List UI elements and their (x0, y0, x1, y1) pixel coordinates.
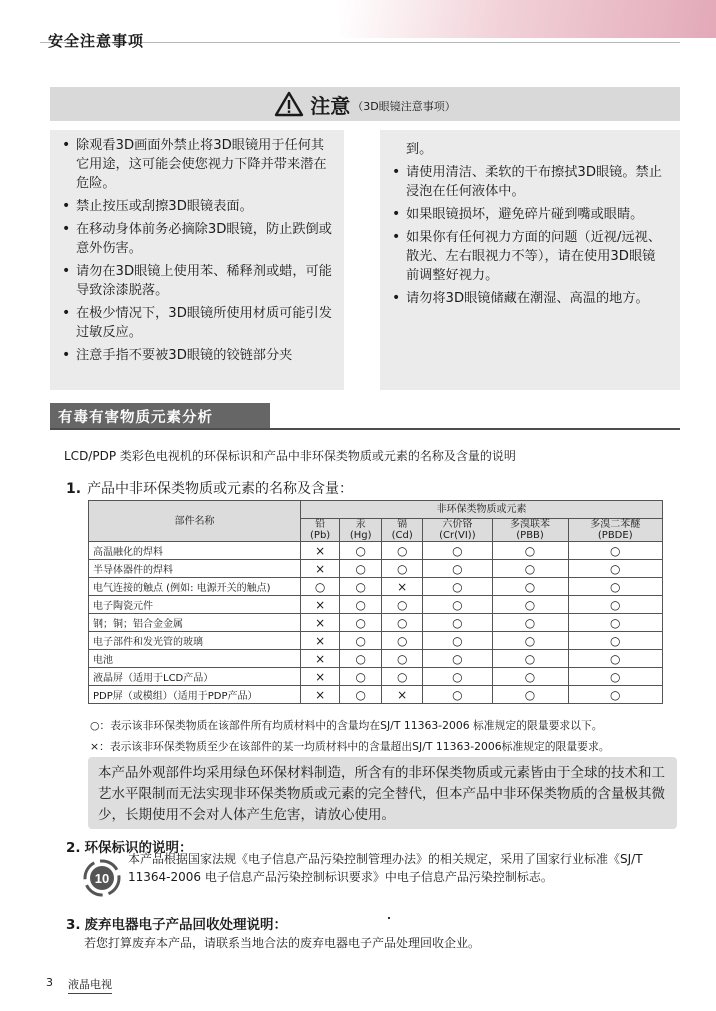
caution-item: • 如果眼镜损坏，避免碎片碰到嘴或眼睛。 (390, 205, 668, 224)
eco-label-number: 10 (94, 871, 110, 886)
caution-item: • 在移动身体前务必摘除3D眼镜，防止跌倒或意外伤害。 (60, 220, 332, 258)
mark-cell: × (382, 686, 423, 704)
column-header-pbde: 多溴二苯醚 (PBDE) (568, 519, 663, 542)
mark-cell: ○ (423, 596, 492, 614)
mark-cell: ○ (568, 560, 663, 578)
part-name: 电子部件和发光管的玻璃 (89, 632, 301, 650)
mark-cell: ○ (382, 614, 423, 632)
table-row (89, 578, 663, 596)
substance-table (88, 500, 663, 704)
mark-cell: ○ (423, 632, 492, 650)
mark-cell: ○ (492, 650, 568, 668)
mark-cell: ○ (423, 578, 492, 596)
mark-cell: ○ (340, 614, 382, 632)
caution-left-column (50, 130, 344, 390)
part-name: 液晶屏（适用于LCD产品） (89, 668, 301, 686)
caution-title: 注意 (310, 93, 351, 118)
table-row (89, 686, 663, 704)
mark-cell: ○ (340, 560, 382, 578)
caution-item-continuation: 到。 (406, 142, 433, 157)
part-name: 电池 (89, 650, 301, 668)
mark-cell: ○ (568, 632, 663, 650)
mark-cell: ○ (492, 542, 568, 560)
mark-cell: × (301, 596, 340, 614)
heading-number: 1. (66, 481, 82, 497)
heading-number: 2. (66, 840, 81, 856)
part-name: 半导体器件的焊料 (89, 560, 301, 578)
caution-subtitle: （3D眼镜注意事项） (352, 100, 456, 113)
page-number: 3 (46, 976, 53, 989)
mark-cell: ○ (382, 650, 423, 668)
legend-note-circle: ○：表示该非环保类物质在该部件所有均质材料中的含量均在SJ/T 11363-2006 标准规定的限量要求以下。 (90, 719, 603, 732)
mark-cell: ○ (423, 668, 492, 686)
mark-cell: ○ (340, 578, 382, 596)
heading-recycling (66, 913, 287, 933)
caution-item: • 在极少情况下，3D眼镜所使用材质可能引发过敏反应。 (60, 304, 332, 342)
table-row (89, 668, 663, 686)
table-header-row (89, 501, 663, 519)
mark-cell: ○ (492, 560, 568, 578)
mark-cell: ○ (340, 686, 382, 704)
caution-item: • 注意手指不要被3D眼镜的铰链部分夹 (60, 346, 332, 365)
mark-cell: × (301, 650, 340, 668)
eco-label-description: 本产品根据国家法规《电子信息产品污染控制管理办法》的相关规定，采用了国家行业标准《SJ/T 11364-2006 电子信息产品污染控制标识要求》中电子信息产品污染控制标志。 (128, 852, 643, 884)
mark-cell: ○ (492, 578, 568, 596)
table-row (89, 632, 663, 650)
top-decorative-band (340, 0, 716, 38)
part-name: 电气连接的触点 (例如: 电源开关的触点) (89, 578, 301, 596)
mark-cell: ○ (301, 578, 340, 596)
mark-cell: ○ (340, 596, 382, 614)
heading-text: 产品中非环保类物质或元素的名称及含量： (87, 481, 354, 497)
mark-cell: ○ (382, 596, 423, 614)
mark-cell: × (382, 578, 423, 596)
column-header-cd: 镉 (Cd) (382, 519, 423, 542)
section-rule (50, 428, 680, 430)
mark-cell: ○ (340, 632, 382, 650)
mark-cell: ○ (492, 596, 568, 614)
mark-cell: ○ (423, 686, 492, 704)
mark-cell: ○ (423, 542, 492, 560)
caution-header (50, 87, 680, 121)
mark-cell: × (301, 668, 340, 686)
mark-cell: ○ (382, 542, 423, 560)
footer-label: 液晶电视 (68, 976, 112, 994)
column-header-pb: 铅 (Pb) (301, 519, 340, 542)
recycling-description: 若您打算废弃本产品，请联系当地合法的废弃电器电子产品处理回收企业。 (84, 936, 481, 950)
mark-cell: ○ (423, 650, 492, 668)
legend-note-cross: ×：表示该非环保类物质至少在该部件的某一均质材料中的含量超出SJ/T 11363-2006标准规定的限量要求。 (90, 740, 610, 753)
heading-number: 3. (66, 917, 81, 933)
mark-cell: ○ (382, 560, 423, 578)
mark-cell: ○ (340, 650, 382, 668)
mark-cell: ○ (568, 686, 663, 704)
mark-cell: ○ (340, 668, 382, 686)
mark-cell: ○ (492, 668, 568, 686)
mark-cell: ○ (492, 632, 568, 650)
mark-cell: × (301, 686, 340, 704)
caution-item: • 请使用清洁、柔软的干布擦拭3D眼镜。禁止浸泡在任何液体中。 (390, 163, 668, 201)
table-row (89, 560, 663, 578)
mark-cell: × (301, 542, 340, 560)
page-title: 安全注意事项 (48, 32, 145, 50)
mark-cell: ○ (568, 668, 663, 686)
part-name: 高温融化的焊料 (89, 542, 301, 560)
part-name: PDP屏（或模组）（适用于PDP产品） (89, 686, 301, 704)
caution-item: • 请勿将3D眼镜储藏在潮湿、高温的地方。 (390, 289, 668, 308)
substance-group-header: 非环保类物质或元素 (301, 501, 663, 519)
part-name: 电子陶瓷元件 (89, 596, 301, 614)
heading-text: 环保标识的说明： (84, 840, 193, 856)
column-header-hg: 汞 (Hg) (340, 519, 382, 542)
caution-item: • 除观看3D画面外禁止将3D眼镜用于任何其它用途，这可能会使您视力下降并带来潜在危险。 (60, 136, 332, 193)
caution-item: • 请勿在3D眼镜上使用苯、稀释剂或蜡，可能导致涂漆脱落。 (60, 262, 332, 300)
part-name-header: 部件名称 (89, 501, 301, 542)
mark-cell: ○ (568, 578, 663, 596)
caution-right-column (380, 130, 680, 390)
heading-text: 废弃电器电子产品回收处理说明： (84, 917, 288, 933)
mark-cell: ○ (568, 650, 663, 668)
caution-item: • 如果你有任何视力方面的问题（近视/远视、散光、左右眼视力不等），请在使用3D眼镜前调整好视力。 (390, 228, 668, 285)
mark-cell: ○ (423, 560, 492, 578)
table-row (89, 596, 663, 614)
mark-cell: × (301, 614, 340, 632)
table-row (89, 650, 663, 668)
caution-item: • 禁止按压或刮擦3D眼镜表面。 (60, 197, 332, 216)
mark-cell: ○ (340, 542, 382, 560)
mark-cell: ○ (423, 614, 492, 632)
heading-substance-content (66, 478, 353, 498)
mark-cell: ○ (492, 614, 568, 632)
mark-cell: × (301, 632, 340, 650)
table-row (89, 614, 663, 632)
mark-cell: ○ (382, 632, 423, 650)
intro-text: LCD/PDP 类彩色电视机的环保标识和产品中非环保类物质或元素的名称及含量的说明 (64, 449, 516, 463)
mark-cell: ○ (568, 596, 663, 614)
mark-cell: × (301, 560, 340, 578)
column-header-pbb: 多溴联苯 (PBB) (492, 519, 568, 542)
mark-cell: ○ (568, 542, 663, 560)
table-row (89, 542, 663, 560)
section-title: 有毒有害物质元素分析 (50, 403, 270, 428)
mark-cell: ○ (382, 668, 423, 686)
mark-cell: ○ (492, 686, 568, 704)
part-name: 钢；铜；铝合金金属 (89, 614, 301, 632)
stray-dot (388, 917, 390, 919)
warning-triangle-icon (274, 91, 304, 117)
summary-box: 本产品外观部件均采用绿色环保材料制造，所含有的非环保类物质或元素皆由于全球的技术和工艺水平限制而无法实现非环保类物质或元素的完全替代，但本产品中非环保类物质的含量极其微少，长期使用不会对人体产生危害，请放心使用。 (88, 757, 677, 829)
mark-cell: ○ (568, 614, 663, 632)
eco-label-10-icon (82, 858, 122, 898)
column-header-cr6: 六价铬 (Cr(VI)) (423, 519, 492, 542)
